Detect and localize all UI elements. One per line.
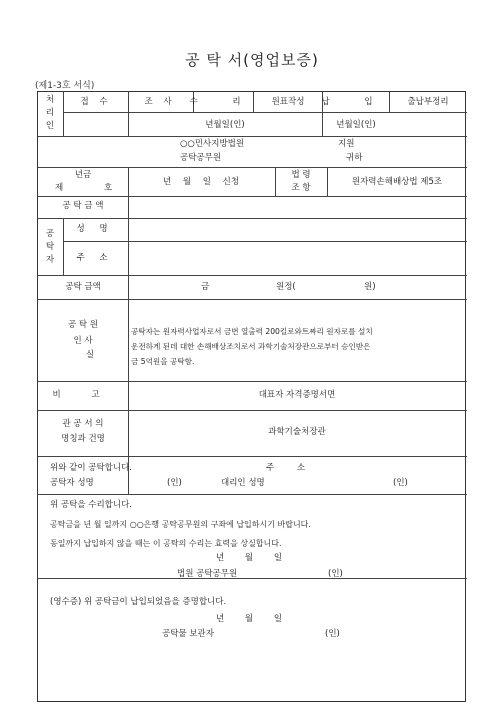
cause-label-3: 실 (85, 350, 95, 360)
processing-label-1: 처 (45, 95, 55, 105)
depositor-name-label: 성 명 (76, 224, 114, 234)
cause-label-1: 공 탁 원 (67, 320, 99, 330)
depositor-label-3: 자 (45, 255, 55, 265)
cause-text-3: 금 5억원을 공탁함. (131, 357, 195, 366)
date-seal-payment: 년월일(인) (336, 120, 376, 130)
depositor-address-label: 주 소 (76, 253, 114, 263)
depositor-label-2: 탁 (45, 242, 55, 252)
authority-label-1: 관 공 서 의 (62, 419, 104, 429)
amount-won-prefix: 원정( (276, 282, 296, 292)
number-label-prefix: 제 (55, 183, 64, 193)
acceptance-seal: (인) (328, 569, 343, 579)
deposit-keeper: 공탁물 보관자 (162, 629, 214, 639)
authority-label-2: 명칭과 건명 (61, 434, 105, 444)
receipt-label: 접 수 (80, 97, 112, 107)
acceptance-line-1: 위 공탁을 수리합니다. (50, 500, 133, 510)
processing-label-3: 인 (45, 121, 55, 131)
form-number: (제1-3호 서식) (35, 81, 95, 91)
depositor-label-1: 공 (45, 229, 55, 239)
receipt-date: 년 월 일 (216, 614, 283, 624)
cause-text-1: 공탁자는 원자력사업자로서 금번 열출력 200킬로와트짜리 원자로를 설치 (131, 327, 373, 336)
document-title: 공 탁 서(영업보증) (185, 51, 319, 69)
acceptance-line-3: 동일까지 납입하지 않을 때는 이 공탁의 수리는 효력을 상실합니다. (50, 539, 282, 548)
application-date: 년 월 일 신청 (162, 177, 240, 187)
deposit-officer: 공탁공무원 (180, 153, 222, 163)
addressee-honorific: 귀하 (346, 153, 363, 163)
authority-value: 과학기술처장관 (268, 427, 326, 437)
investigation-label: 조 사 (144, 97, 176, 107)
district-court: ○○민사지방법원 (180, 139, 245, 149)
law-article: 원자력손해배상법 제5조 (351, 177, 443, 187)
remarks-label: 비 고 (52, 390, 114, 400)
statement-line: 위와 같이 공탁합니다. (50, 463, 133, 473)
statement-address-label: 주 소 (266, 463, 316, 473)
processing-label-2: 리 (45, 108, 55, 118)
cause-label-2: 인 사 (73, 336, 93, 346)
deposit-amount-label: 공 탁 금 액 (62, 201, 104, 211)
acceptance-label: 수 리 (189, 97, 257, 107)
amount-money-prefix: 금 (201, 282, 210, 292)
remarks-value: 대표자 자격증명서면 (258, 390, 336, 400)
payment-label: 납 입 (321, 97, 389, 107)
date-seal-acceptance: 년월일(인) (205, 120, 245, 130)
acceptance-officer: 법원 공탁공무원 (177, 569, 238, 579)
receipt-line: (영수증) 위 공탁금이 납입되었음을 증명합니다. (50, 597, 227, 607)
amount-label: 공탁 금액 (65, 282, 101, 292)
number-label-suffix: 호 (104, 183, 113, 193)
deposit-form (37, 91, 466, 702)
original-entry-label: 원표작성 (271, 97, 305, 107)
amount-won-suffix: 원) (364, 282, 376, 292)
year-label: 년금 (74, 170, 92, 180)
cause-text-2: 운전하게 된데 대한 손해배상조치로서 과학기술처장관으로부터 승인받은 (131, 342, 371, 351)
receipt-seal: (인) (325, 629, 340, 639)
law-label-2: 조 항 (291, 183, 311, 193)
acceptance-line-2: 공탁금을 년 월 일까지 ○○은행 공탁공무원의 구좌에 납입하시기 바랍니다. (50, 520, 311, 529)
depositor-seal: (인) (167, 478, 182, 488)
law-label-1: 법 령 (291, 170, 311, 180)
acceptance-date: 년 월 일 (216, 553, 283, 563)
court-branch: 지원 (338, 139, 355, 149)
agent-name-sign: 대리인 성명 (221, 478, 265, 488)
depositor-name-sign: 공탁자 성명 (50, 478, 94, 488)
ledger-label: 출납부정리 (407, 97, 449, 107)
agent-seal: (인) (393, 478, 408, 488)
